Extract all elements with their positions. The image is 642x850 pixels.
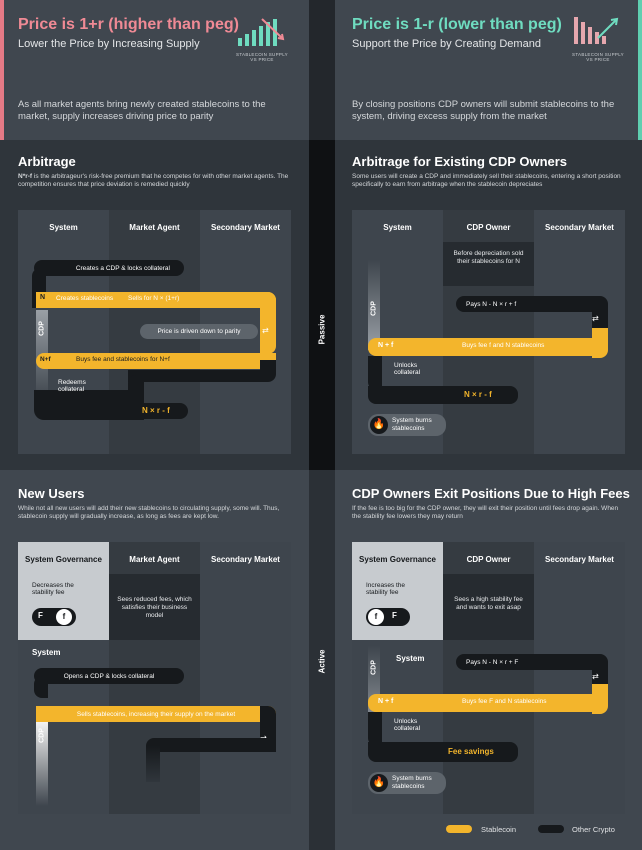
supply-price-chart-up <box>236 16 288 48</box>
step-create-cdp: Creates a CDP & locks collateral <box>34 260 184 276</box>
fee-big: F <box>38 611 43 620</box>
price-down-arrow-icon <box>262 19 282 38</box>
new-users-diagram <box>18 542 291 814</box>
column-header: System <box>49 223 78 232</box>
market-column <box>534 210 625 454</box>
system-label: System <box>396 654 425 663</box>
cdp-label: CDP <box>38 321 46 336</box>
header-left-body: As all market agents bring newly created stablecoins to the market, supply increases driving price to parity <box>18 99 266 123</box>
active-label: Active <box>317 649 327 674</box>
owner-note: Before depreciation sold their stablecoins for N <box>453 250 524 266</box>
stablecoin-flow-turn <box>260 292 276 354</box>
chart-caption-right: STABLECOIN SUPPLY VS PRICE <box>572 52 624 62</box>
price-up-arrow-icon <box>598 20 616 38</box>
column-header: CDP Owner <box>466 555 511 564</box>
arbitrage-result: N × r - f <box>142 406 170 415</box>
step-create-stablecoins: Creates stablecoins <box>56 295 114 302</box>
chart-bar <box>602 36 606 44</box>
column-header: Secondary Market <box>211 223 280 232</box>
column-header: Secondary Market <box>545 223 614 232</box>
nf-badge: N + f <box>378 342 394 349</box>
step-buy-fee: Buys fee and stablecoins for N+f <box>76 356 170 363</box>
other-crypto-flow-2 <box>128 370 276 382</box>
legend-stablecoin-swatch <box>446 825 472 833</box>
step-redeem: Redeems collateral <box>58 379 86 393</box>
step-sell: Sells for N × (1+r) <box>128 295 180 302</box>
cdp-label: CDP <box>38 728 46 743</box>
arbitrage-cdp-diagram <box>352 210 625 454</box>
swap-icon: ⇄ <box>262 326 269 335</box>
step-unlock: Unlocks collateral <box>394 718 421 732</box>
arbitrage-cdp-desc: Some users will create a CDP and immediately sell their stablecoins, entering a short position specifically to earn from arbitrage when the stablecoin depreciates <box>352 173 621 189</box>
other-crypto-flow-2 <box>368 742 518 762</box>
market-column <box>534 542 625 814</box>
column-header: Market Agent <box>129 223 180 232</box>
step-buy-fee: Buys fee F and N stablecoins <box>462 698 547 705</box>
other-crypto-flow-2 <box>146 738 276 752</box>
arbitrage-diagram <box>18 210 291 454</box>
fee-small: f <box>56 609 72 625</box>
legend-other: Other Crypto <box>572 825 615 834</box>
new-users-desc: While not all new users will add their new stablecoins to circulating supply, some will. Thus, stablecoin supply will gradually increase, as long as fees are kept low. <box>18 505 280 521</box>
gov-note: Decreases the stability fee <box>32 582 74 596</box>
fee-big: F <box>392 611 397 620</box>
header-left-title: Price is 1+r (higher than peg) <box>18 16 239 33</box>
exit-result: Fee savings <box>448 747 494 756</box>
passive-label: Passive <box>317 314 327 345</box>
arbitrage-desc <box>18 173 290 190</box>
chart-bar <box>574 17 578 44</box>
burn-text: System burns stablecoins <box>392 417 432 432</box>
other-crypto-flow <box>368 356 382 390</box>
step-open-cdp: Opens a CDP & locks collateral <box>34 668 184 684</box>
fire-icon: 🔥 <box>370 416 388 434</box>
column-header: CDP Owner <box>466 223 511 232</box>
other-crypto-fade <box>146 746 160 782</box>
owner-note: Sees a high stability fee and wants to exit asap <box>454 596 523 612</box>
cdp-label: CDP <box>370 301 378 316</box>
exit-title: CDP Owners Exit Positions Due to High Fees <box>352 486 630 501</box>
chart-bar <box>238 38 242 46</box>
exit-diagram <box>352 542 625 814</box>
swap-icon: ⇄ <box>592 314 599 323</box>
agent-note: Sees reduced fees, which satisfies their business model <box>117 596 192 620</box>
chart-bar <box>588 27 592 44</box>
step-unlock: Unlocks collateral <box>394 362 421 376</box>
arbitrage-desc-bold: N*r-f <box>18 173 33 180</box>
cdp-label: CDP <box>370 660 378 675</box>
header-right-body: By closing positions CDP owners will submit stablecoins to the system, driving excess supply from the market <box>352 99 615 123</box>
new-users-title: New Users <box>18 486 85 501</box>
arbitrage-cdp-result: N × r - f <box>464 390 492 399</box>
other-crypto-flow-4 <box>34 390 136 420</box>
burn-text: System burns stablecoins <box>392 775 432 790</box>
other-crypto-flow <box>368 712 382 746</box>
arbitrage-title: Arbitrage <box>18 154 76 169</box>
step-pays: Pays N - N × r + F <box>456 654 604 670</box>
chart-bar <box>252 30 256 46</box>
market-column <box>200 542 291 814</box>
arbitrage-cdp-title: Arbitrage for Existing CDP Owners <box>352 154 568 169</box>
nf-badge: N + f <box>378 698 394 705</box>
fee-small: f <box>368 609 384 625</box>
step-sell-stablecoins: Sells stablecoins, increasing their supply on the market <box>36 706 276 722</box>
header-right-title: Price is 1-r (lower than peg) <box>352 16 562 33</box>
chart-bar <box>259 26 263 46</box>
step-price-parity: Price is driven down to parity <box>140 324 258 339</box>
column-header: Secondary Market <box>545 555 614 564</box>
step-buy-fee: Buys fee f and N stablecoins <box>462 342 545 349</box>
chart-bar <box>245 34 249 46</box>
nf-badge: N+f <box>40 356 51 363</box>
chart-bar <box>581 22 585 44</box>
system-label: System <box>32 648 61 657</box>
n-badge: N <box>40 294 46 301</box>
column-header: System Governance <box>359 555 436 564</box>
gov-note: Increases the stability fee <box>366 582 406 596</box>
legend-stablecoin: Stablecoin <box>481 825 517 834</box>
supply-price-chart-down <box>572 14 624 48</box>
header-left-subtitle: Lower the Price by Increasing Supply <box>18 38 200 50</box>
arbitrage-desc-text: is the arbitrageur's risk-free premium that he competes for with other market agents. The competition ensures that price deviation is remedied quickly <box>18 173 289 189</box>
fire-icon: 🔥 <box>370 774 388 792</box>
chart-caption-left: STABLECOIN SUPPLY VS PRICE <box>236 52 288 62</box>
legend-other-swatch <box>538 825 564 833</box>
swap-icon: ⇄ <box>592 672 599 681</box>
other-crypto-flow <box>34 676 48 698</box>
column-header: Secondary Market <box>211 555 280 564</box>
header-right-subtitle: Support the Price by Creating Demand <box>352 38 541 50</box>
exit-desc: If the fee is too big for the CDP owner, they will exit their position until fees drop again. When the stability fee lowers they may return <box>352 505 619 521</box>
column-header: System Governance <box>25 555 102 564</box>
column-header: Market Agent <box>129 555 180 564</box>
step-pays: Pays N - N × r + f <box>456 296 604 312</box>
other-crypto-flow-2 <box>368 386 518 404</box>
column-header: System <box>383 223 412 232</box>
